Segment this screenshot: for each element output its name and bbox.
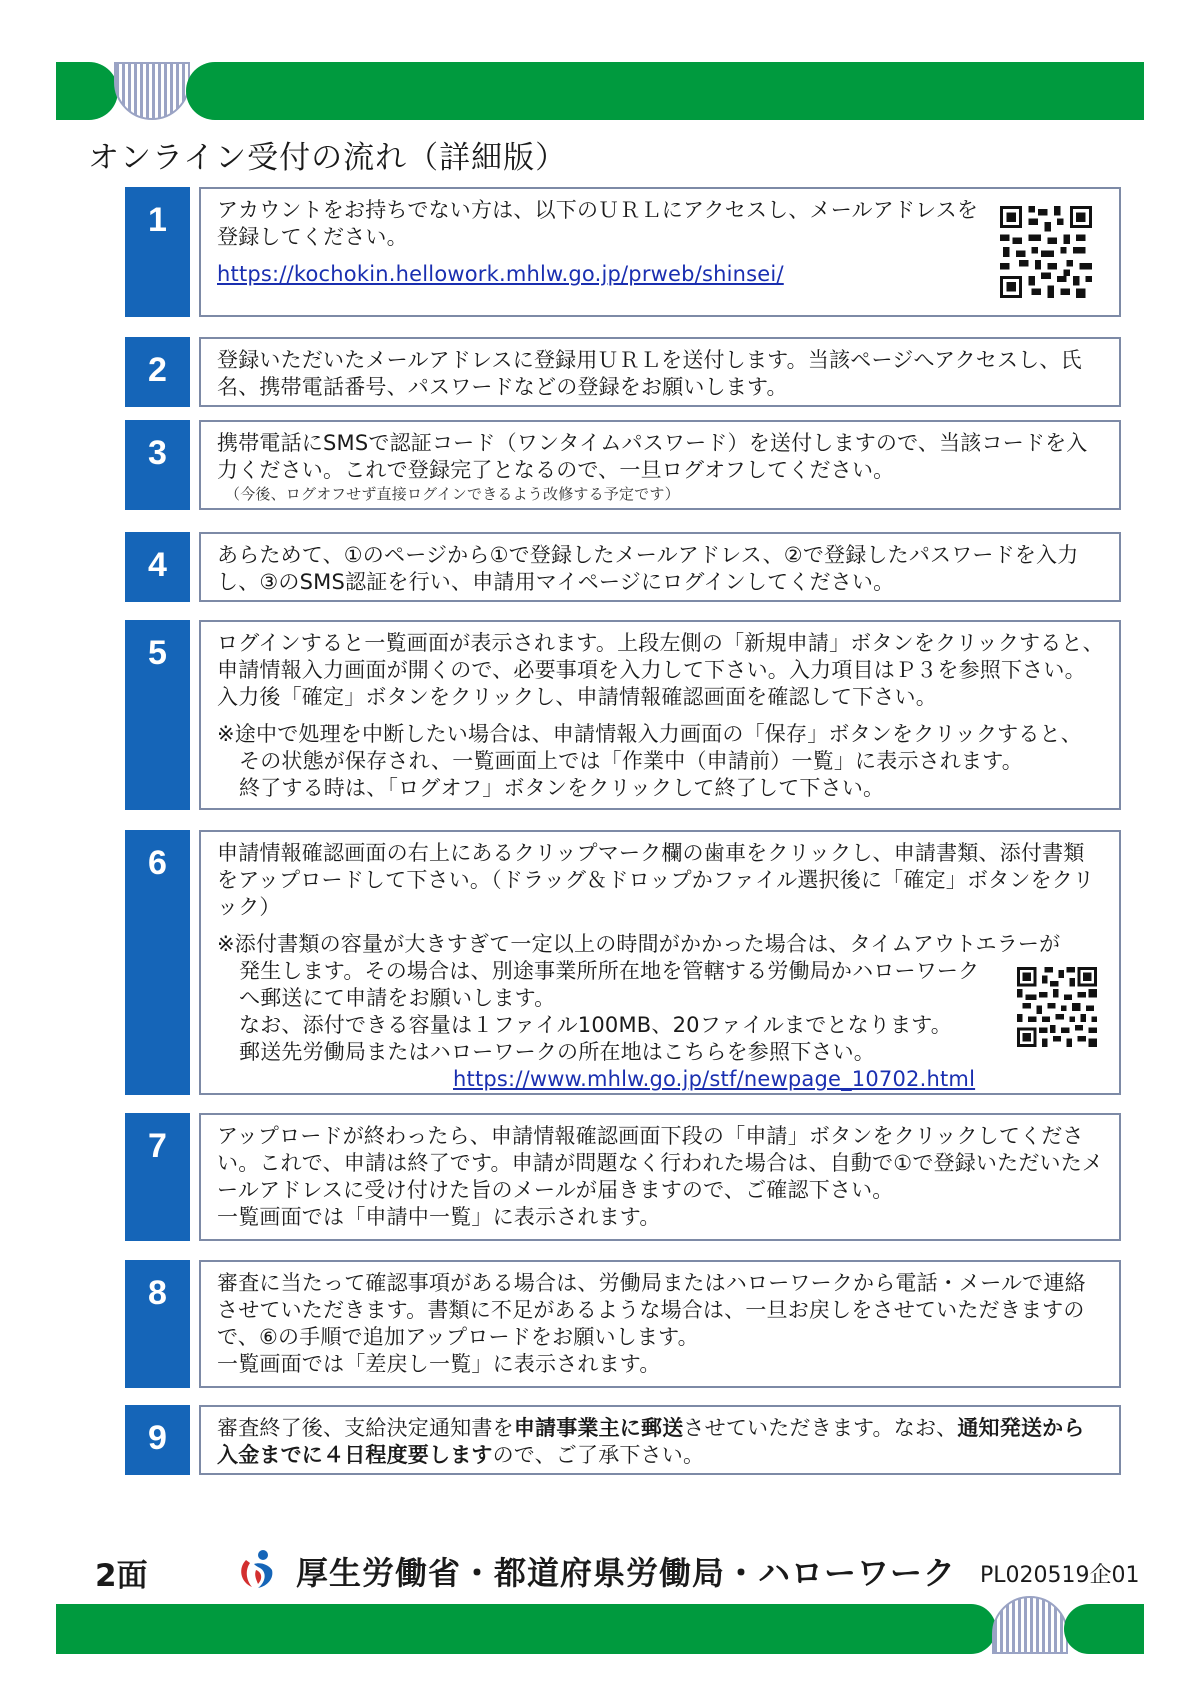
step-5-note-2: その状態が保存され、一覧画面上では「作業中（申請前）一覧」に表示されます。 <box>239 749 1023 773</box>
step-8-text-2: 一覧画面では「差戻し一覧」に表示されます。 <box>217 1352 661 1376</box>
step-7-text: アップロードが終わったら、申請情報確認画面下段の「申請」ボタンをクリックしてください。これで、申請は終了です。申請が問題なく行われた場合は、自動で①で登録いただいたメールアドレスに受け付けた旨のメールが届きますので、ご確認下さい。 <box>217 1124 1104 1202</box>
bottom-stripe-ornament <box>992 1596 1068 1654</box>
step-4-text: あらためて、①のページから①で登録したメールアドレス、②で登録したパスワードを入力し、③のSMS認証を行い、申請用マイページにログインしてください。 <box>217 543 1079 594</box>
step-6-note-4: なお、添付できる容量は１ファイル100MB、20ファイルまでとなります。 <box>239 1013 953 1037</box>
step-number-6: 6 <box>125 830 190 1095</box>
page-number: 2面 <box>95 1558 148 1594</box>
step-box-1 <box>199 187 1121 317</box>
step-box-4 <box>199 532 1121 602</box>
step-box-7 <box>199 1113 1121 1241</box>
step-8-text: 審査に当たって確認事項がある場合は、労働局またはハローワークから電話・メールで連絡させていただきます。書類に不足があるような場合は、一旦お戻しをさせていただきますので、⑥の手順で追加アップロードをお願いします。 <box>217 1271 1086 1349</box>
qr-code-icon <box>1017 967 1097 1047</box>
step-box-5 <box>199 620 1121 810</box>
top-stripe-ornament <box>114 62 190 120</box>
step-3-note: （今後、ログオフせず直接ログインできるよう改修する予定です） <box>225 485 680 503</box>
step-number-1: 1 <box>125 187 190 317</box>
step-2-text: 登録いただいたメールアドレスに登録用ＵＲＬを送付します。当該ページへアクセスし、氏名、携帯電話番号、パスワードなどの登録をお願いします。 <box>217 348 1082 399</box>
ministry-logo-icon <box>236 1546 282 1592</box>
step-9-text: 審査終了後、支給決定通知書を申請事業主に郵送させていただきます。なお、通知発送から入金までに４日程度要しますので、ご了承下さい。 <box>217 1416 1085 1467</box>
step-number-3: 3 <box>125 420 190 510</box>
step-number-8: 8 <box>125 1260 190 1388</box>
registration-url-link[interactable]: https://kochokin.hellowork.mhlw.go.jp/prweb/shinsei/ <box>217 262 784 286</box>
step-6-note-3: へ郵送にて申請をお願いします。 <box>239 986 556 1010</box>
step-6-note-2: 発生します。その場合は、別途事業所所在地を管轄する労働局かハローワーク <box>239 959 980 983</box>
step-box-9 <box>199 1405 1121 1475</box>
office-locations-url-link[interactable]: https://www.mhlw.go.jp/stf/newpage_10702.html <box>453 1067 976 1091</box>
step-box-2 <box>199 337 1121 407</box>
step-6-note-5: 郵送先労働局またはハローワークの所在地はこちらを参照下さい。 <box>239 1040 875 1064</box>
step-5-note-3: 終了する時は、「ログオフ」ボタンをクリックして終了して下さい。 <box>239 776 885 800</box>
step-box-6 <box>199 830 1121 1095</box>
step-5-note-1: ※途中で処理を中断したい場合は、申請情報入力画面の「保存」ボタンをクリックすると、 <box>217 722 1082 746</box>
step-box-8 <box>199 1260 1121 1388</box>
footer-organization: 厚生労働省・都道府県労働局・ハローワーク <box>296 1554 957 1592</box>
top-green-band-right <box>186 62 1144 120</box>
step-number-9: 9 <box>125 1405 190 1475</box>
document-code: PL020519企01 <box>980 1563 1140 1588</box>
step-3-text: 携帯電話にSMSで認証コード（ワンタイムパスワード）を送付しますので、当該コードを入力ください。これで登録完了となるので、一旦ログオフしてください。 <box>217 431 1088 482</box>
step-number-7: 7 <box>125 1113 190 1241</box>
step-6-text: 申請情報確認画面の右上にあるクリップマーク欄の歯車をクリックし、申請書類、添付書類をアップロードして下さい。（ドラッグ＆ドロップかファイル選択後に「確定」ボタンをクリック） <box>217 841 1095 919</box>
step-box-3 <box>199 420 1121 510</box>
step-number-4: 4 <box>125 532 190 602</box>
step-number-5: 5 <box>125 620 190 810</box>
bottom-green-band-right <box>1064 1604 1144 1654</box>
step-number-2: 2 <box>125 337 190 407</box>
bottom-green-band-left <box>56 1604 996 1654</box>
page-title: オンライン受付の流れ（詳細版） <box>88 140 568 176</box>
qr-code-icon <box>1000 206 1092 298</box>
step-1-text: アカウントをお持ちでない方は、以下のＵＲＬにアクセスし、メールアドレスを登録してください。 <box>217 198 979 249</box>
step-6-note-1: ※添付書類の容量が大きすぎて一定以上の時間がかかった場合は、タイムアウトエラーが <box>217 932 1061 956</box>
step-5-text: ログインすると一覧画面が表示されます。上段左側の「新規申請」ボタンをクリックすると、申請情報入力画面が開くので、必要事項を入力して下さい。入力項目はＰ３を参照下さい。入力後「確定」ボタンをクリックし、申請情報確認画面を確認して下さい。 <box>217 631 1104 709</box>
step-7-text-2: 一覧画面では「申請中一覧」に表示されます。 <box>217 1205 661 1229</box>
top-green-band-left <box>56 62 118 120</box>
